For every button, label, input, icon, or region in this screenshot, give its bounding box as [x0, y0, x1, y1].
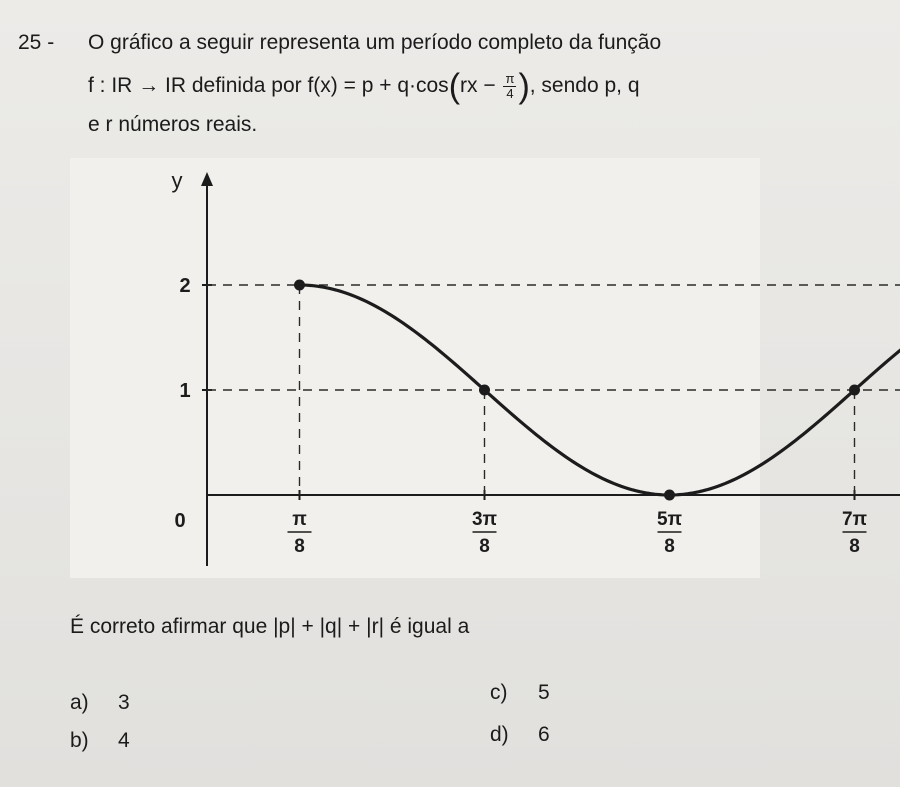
y-tick-label-1: 1	[179, 380, 191, 402]
frac-denominator: 4	[506, 86, 514, 101]
option-c-letter: c)	[490, 681, 508, 704]
pi-over-four	[503, 72, 516, 101]
function-domain: f : IR	[88, 74, 133, 98]
x-tick-denominator-2: 8	[664, 536, 675, 557]
option-a[interactable]	[70, 690, 130, 716]
paren-open: (	[448, 67, 461, 106]
x-tick-numerator-0: π	[292, 509, 307, 530]
x-tick-denominator-0: 8	[294, 536, 305, 557]
x-tick-denominator-1: 8	[479, 536, 490, 557]
origin-label: 0	[174, 510, 186, 532]
y-tick-label-2: 2	[179, 275, 191, 297]
problem-line2-tail: , sendo p, q	[529, 74, 640, 98]
option-b[interactable]	[70, 728, 130, 754]
option-b-letter: b)	[70, 729, 89, 752]
option-d[interactable]	[490, 722, 550, 748]
option-d-letter: d)	[490, 723, 509, 746]
option-d-value: 6	[538, 723, 550, 746]
problem-statement-line3: e r números reais.	[88, 113, 258, 136]
y-axis-arrow-icon	[201, 172, 213, 186]
problem-statement-line1: O gráfico a seguir representa um período completo da função	[88, 31, 662, 54]
paren-close: )	[518, 67, 530, 106]
x-tick-numerator-3: 7π	[841, 509, 868, 530]
x-tick-numerator-2: 5π	[656, 509, 683, 530]
option-c[interactable]	[490, 680, 550, 706]
formula-lhs: f(x) = p + q·cos	[307, 74, 449, 98]
option-c-value: 5	[538, 681, 550, 704]
y-axis-label: y	[171, 168, 183, 193]
option-a-value: 3	[118, 691, 130, 714]
question-number: 25 -	[18, 31, 55, 54]
function-codomain: IR definida por	[165, 74, 302, 98]
maps-to-arrow-icon: →	[138, 74, 160, 98]
chart-svg	[70, 158, 868, 578]
marked-point-1	[479, 385, 490, 396]
problem-statement-line2	[88, 67, 640, 106]
option-a-letter: a)	[70, 691, 89, 714]
frac-numerator: π	[505, 71, 515, 86]
question-prompt: É correto afirmar que |p| + |q| + |r| é igual a	[70, 615, 470, 638]
x-tick-numerator-1: 3π	[471, 509, 498, 530]
marked-point-2	[664, 490, 675, 501]
marked-point-3	[849, 385, 860, 396]
marked-point-0	[294, 280, 305, 291]
x-tick-denominator-3: 8	[849, 536, 860, 557]
function-graph	[70, 158, 868, 578]
formula-rx: rx −	[460, 74, 496, 98]
option-b-value: 4	[118, 729, 130, 752]
